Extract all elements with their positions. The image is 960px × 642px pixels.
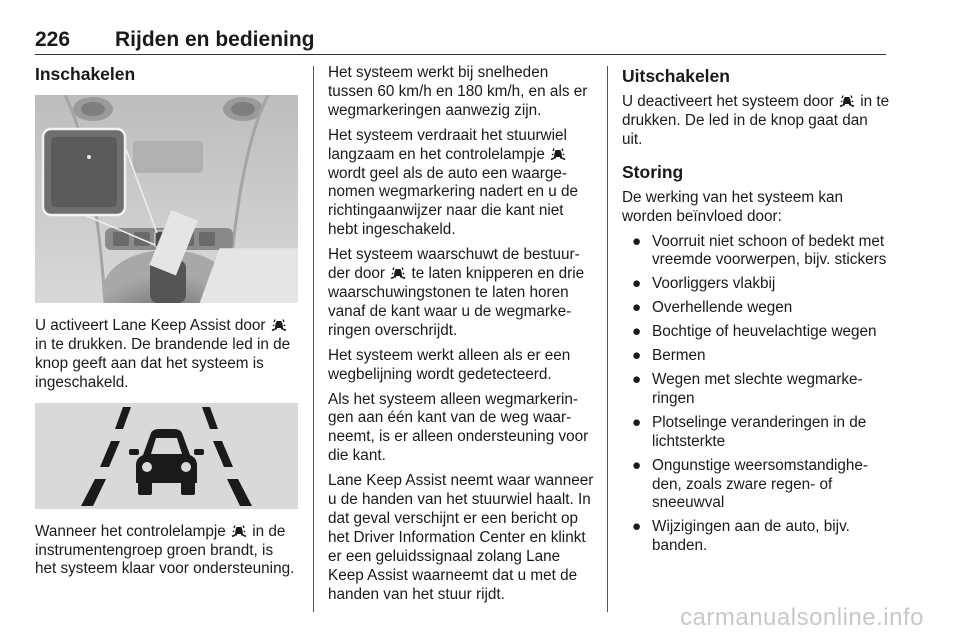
section-title: Rijden en bediening xyxy=(115,28,315,51)
para-activate: U activeert Lane Keep Assist door in te drukken. De brandende led in de knop geeft aan dat het systeem is ingeschakeld. xyxy=(35,317,291,391)
list-item: ● Voorruit niet schoon of bedekt met vreemde voorwerpen, bijv. stickers xyxy=(632,232,887,269)
heading-inschakelen: Inschakelen xyxy=(35,64,136,84)
para-warning: Het systeem waarschuwt de bestuurder door te laten knipperen en drie waarschuwingstonen te laten horen vanaf de kant waar u de wegmarkeringen overschrijdt. xyxy=(328,246,585,339)
list-item: ● Wegen met slechte wegmarkeringen xyxy=(632,370,863,407)
lane-keep-assist-icon xyxy=(389,266,407,279)
para-steering: Het systeem verdraait het stuurwiel langzaam en het controlelampje wordt geel als de auto een waargenomen wegmarkering nadert en u de richtingaanwijzer naar die kant niet hebt ingeschakeld. xyxy=(328,126,579,239)
list-item: ● Bochtige of heuvelachtige wegen xyxy=(632,323,877,341)
para-detection: Het systeem werkt alleen als er een wegbelijning wordt gedetecteerd. xyxy=(328,346,571,383)
header-divider xyxy=(35,54,886,55)
column-divider-2 xyxy=(607,66,608,612)
lane-keep-assist-icon xyxy=(838,94,856,107)
page-number: 226 xyxy=(35,28,71,51)
para-one-side: Als het systeem alleen wegmarkeringen aan één kant van de weg waarneemt, is er alleen ondersteuning voor die kant. xyxy=(328,390,589,465)
column-divider-1 xyxy=(313,66,314,612)
fault-list xyxy=(622,233,890,557)
list-item: ● Wijzigingen aan de auto, bijv. banden. xyxy=(632,518,850,555)
dashboard-button-photo xyxy=(35,95,298,303)
list-item: ● Bermen xyxy=(632,347,706,365)
column-1 xyxy=(35,64,298,585)
para-indicator: Wanneer het controlelampje in de instrumentengroep groen brandt, is het systeem klaar voor ondersteuning. xyxy=(35,522,295,578)
heading-storing: Storing xyxy=(622,161,684,182)
para-speed: Het systeem werkt bij snelheden tussen 60 km/h en 180 km/h, en als er wegmarkeringen aanwezig zijn. xyxy=(328,64,588,119)
list-item: ● Overhellende wegen xyxy=(632,299,793,317)
heading-uitschakelen: Uitschakelen xyxy=(622,66,730,86)
column-3 xyxy=(622,64,890,561)
lane-keep-assist-icon xyxy=(270,318,288,331)
para-hands-off: Lane Keep Assist neemt waar wanneer u de handen van het stuurwiel haalt. In dat geval verschijnt er een bericht op het Driver Information Center en klinkt er een geluidssignaal zolang Lane Keep Assist waarneemt dat u met de handen van het stuur rijdt. xyxy=(328,472,594,603)
lane-keep-assist-icon xyxy=(549,147,567,160)
list-item: ● Ongunstige weersomstandigheden, zoals zware regen- of sneeuwval xyxy=(632,456,868,512)
list-item: ● Plotselinge veranderingen in de lichtsterkte xyxy=(632,413,867,450)
lane-keep-indicator-illustration xyxy=(35,403,298,509)
para-deactivate: U deactiveert het systeem door in te drukken. De led in de knop gaat dan uit. xyxy=(622,93,890,148)
watermark: carmanualsonline.info xyxy=(680,604,924,631)
list-item: ● Voorliggers vlakbij xyxy=(632,275,776,293)
column-2 xyxy=(328,64,596,610)
para-fault-intro: De werking van het systeem kan worden beïnvloed door: xyxy=(622,188,844,225)
lane-keep-assist-icon xyxy=(230,524,248,537)
page-header xyxy=(35,28,886,52)
